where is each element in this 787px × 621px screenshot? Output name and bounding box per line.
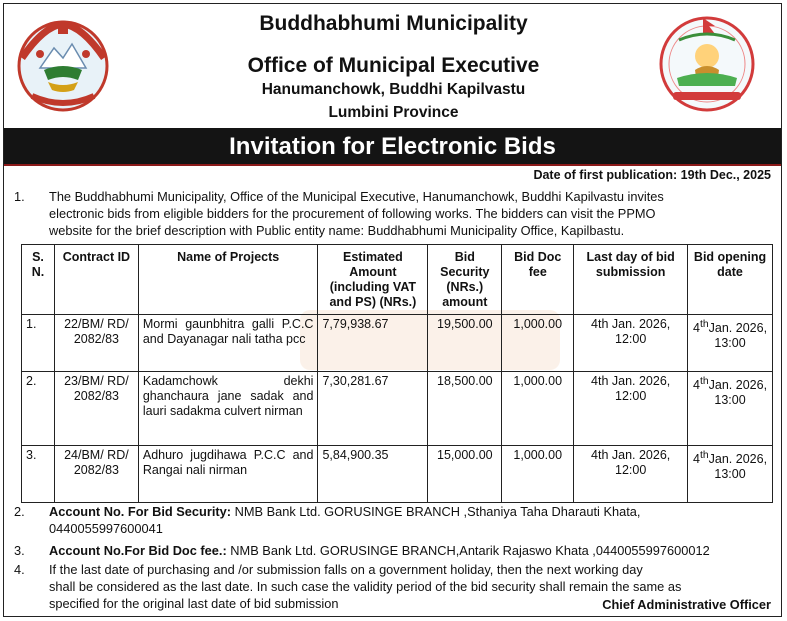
cell-sn: 2. (22, 372, 55, 446)
publication-date: Date of first publication: 19th Dec., 2025 (533, 168, 771, 182)
cell-project: Mormi gaunbhitra galli P.C.C and Dayanagar nali tatha pcc (138, 315, 318, 372)
cell-contract: 22/BM/ RD/ 2082/83 (54, 315, 138, 372)
holiday-clause-line: specified for the original last date of bid submission (49, 596, 339, 611)
col-contract-header: Contract ID (54, 245, 138, 315)
office-address: Hanumanchowk, Buddhi Kapilvastu (261, 81, 526, 98)
cell-security: 19,500.00 (428, 315, 502, 372)
intro-line: website for the brief description with Public entity name: Buddhabhumi Municipality Office, Kapilbastu. (49, 223, 625, 238)
cell-project: Kadamchowk dekhi ghanchaura jane sadak and lauri sadakma culvert nirman (138, 372, 318, 446)
holiday-clause-line: shall be considered as the last date. In such case the validity period of the bid security shall remain the same as (49, 579, 682, 594)
holiday-clause-line: If the last date of purchasing and /or submission falls on a government holiday, then the next working day (49, 562, 643, 577)
cell-contract: 23/BM/ RD/ 2082/83 (54, 372, 138, 446)
opening-rest: Jan. 2026, 13:00 (708, 378, 768, 408)
table-row (22, 372, 773, 446)
opening-day-suffix: th (699, 319, 709, 330)
bid-security-account (49, 503, 777, 537)
bid-doc-fee-label: Account No.For Bid Doc fee.: (49, 543, 227, 558)
bid-security-account-number: 0440055997600041 (49, 521, 163, 536)
signatory-title: Chief Administrative Officer (602, 597, 771, 612)
cell-amount: 7,79,938.67 (318, 315, 428, 372)
bid-security-label: Account No. For Bid Security: (49, 504, 232, 519)
col-fee-header: Bid Doc fee (502, 245, 574, 315)
col-project-header: Name of Projects (138, 245, 318, 315)
bid-security-bank: NMB Bank Ltd. GORUSINGE BRANCH ,Sthaniya Taha Dharauti Khata, (231, 504, 641, 519)
cell-fee: 1,000.00 (502, 446, 574, 503)
bid-doc-fee-account (49, 542, 777, 559)
office-name: Office of Municipal Executive (247, 54, 540, 77)
intro-line: electronic bids from eligible bidders for the procurement of following works. The bidders can visit the PPMO (49, 206, 656, 221)
table-header-row (22, 245, 773, 315)
col-opening-header: Bid opening date (688, 245, 773, 315)
intro-line: The Buddhabhumi Municipality, Office of the Municipal Executive, Hanumanchowk, Buddhi Kapilvastu invites (49, 189, 664, 204)
province-name: Lumbini Province (328, 104, 459, 121)
col-sn-header: S. N. (22, 245, 55, 315)
cell-amount: 5,84,900.35 (318, 446, 428, 503)
table-row (22, 446, 773, 503)
municipality-name: Buddhabhumi Municipality (259, 12, 528, 35)
cell-amount: 7,30,281.67 (318, 372, 428, 446)
opening-day: 4 (693, 452, 700, 467)
cell-contract: 24/BM/ RD/ 2082/83 (54, 446, 138, 503)
cell-security: 18,500.00 (428, 372, 502, 446)
cell-opening (688, 315, 773, 372)
opening-rest: Jan. 2026, 13:00 (708, 321, 768, 351)
cell-lastday: 4th Jan. 2026, 12:00 (574, 372, 688, 446)
item-4-number: 4. (14, 562, 25, 577)
item-1-number: 1. (14, 189, 25, 204)
col-amount-header: Estimated Amount (including VAT and PS) (NRs.) (318, 245, 428, 315)
opening-rest: Jan. 2026, 13:00 (708, 452, 768, 482)
cell-lastday: 4th Jan. 2026, 12:00 (574, 446, 688, 503)
cell-project: Adhuro jugdihawa P.C.C and Rangai nali nirman (138, 446, 318, 503)
cell-security: 15,000.00 (428, 446, 502, 503)
cell-opening (688, 446, 773, 503)
cell-opening (688, 372, 773, 446)
table-row (22, 315, 773, 372)
opening-day: 4 (693, 378, 700, 393)
opening-day: 4 (693, 321, 700, 336)
opening-day-suffix: th (699, 376, 709, 387)
bid-doc-fee-bank: NMB Bank Ltd. GORUSINGE BRANCH,Antarik Rajaswo Khata ,0440055997600012 (226, 543, 710, 558)
col-lastday-header: Last day of bid submission (574, 245, 688, 315)
col-security-header: Bid Security (NRs.) amount (428, 245, 502, 315)
item-2-number: 2. (14, 504, 25, 519)
notice-title-banner: Invitation for Electronic Bids (4, 128, 781, 166)
cell-sn: 1. (22, 315, 55, 372)
opening-day-suffix: th (699, 450, 709, 461)
cell-fee: 1,000.00 (502, 315, 574, 372)
cell-fee: 1,000.00 (502, 372, 574, 446)
item-3-number: 3. (14, 543, 25, 558)
intro-paragraph (49, 188, 777, 239)
cell-lastday: 4th Jan. 2026, 12:00 (574, 315, 688, 372)
bids-table (21, 244, 773, 503)
cell-sn: 3. (22, 446, 55, 503)
